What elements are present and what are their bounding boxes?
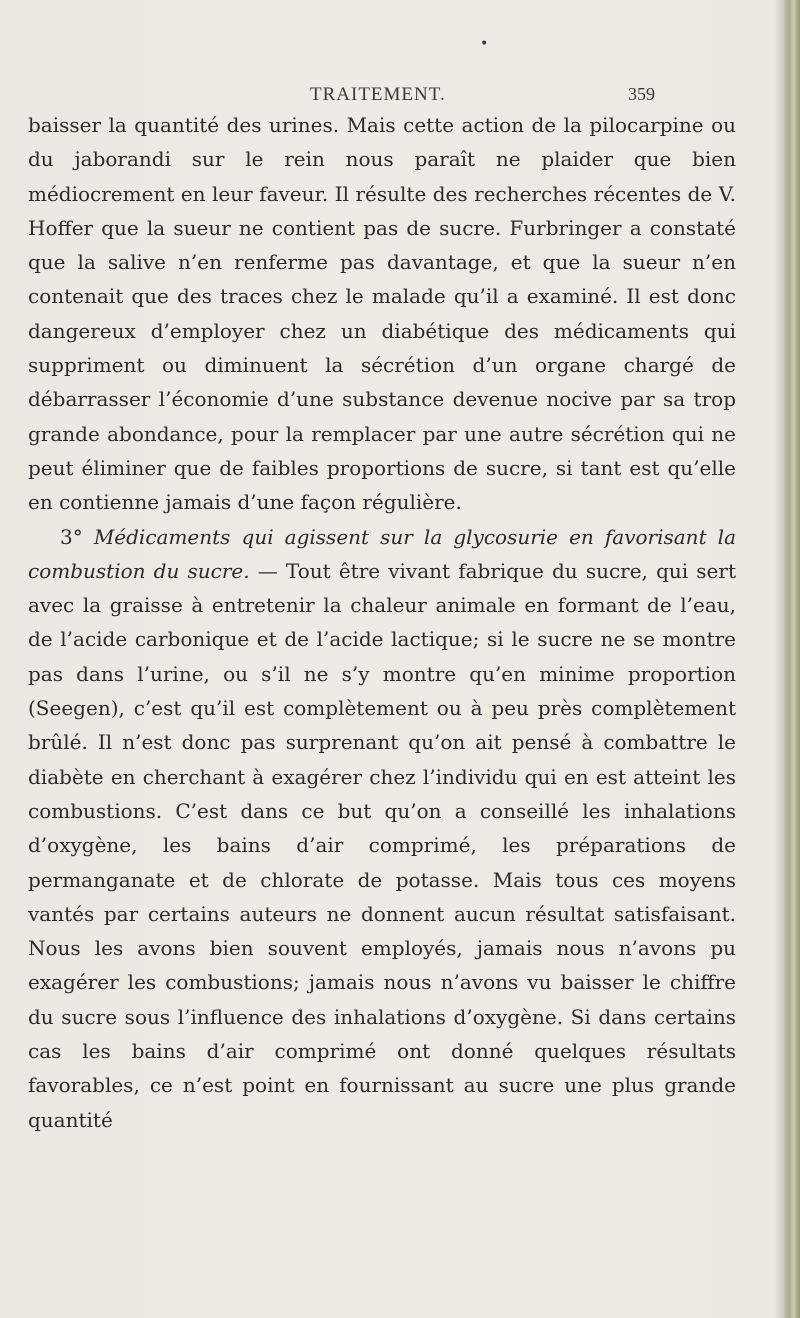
page-edge xyxy=(784,0,800,1318)
paragraph-2-heading: Médicaments qui agissent sur la glycosurie en favorisant la combustion du sucre. xyxy=(28,524,736,583)
running-title: TRAITEMENT. xyxy=(310,84,446,105)
paragraph-2-number: 3° xyxy=(60,524,83,549)
paragraph-1: baisser la quantité des urines. Mais cette action de la pilocarpine ou du jaborandi sur le rein nous paraît ne plaider que bien médiocrement en leur faveur. Il résulte des recherches récentes de V. Hoffer que la sueur ne contient pas de sucre. Furbringer a constaté que la salive n’en renferme pas davantage, et que la sueur n’en contenait que des traces chez le malade qu’il a examiné. Il est donc dangereux d’employer chez un diabétique des médicaments qui suppriment ou diminuent la sécrétion d’un organe chargé de débarrasser l’économie d’une substance devenue nocive par sa trop grande abondance, pour la remplacer par une autre sécrétion qui ne peut éliminer que de faibles proportions de sucre, si tant est qu’elle en contienne jamais d’une façon régulière. xyxy=(28,113,736,515)
top-mark: • xyxy=(480,36,489,52)
page-number: 359 xyxy=(628,84,655,104)
body-text xyxy=(28,108,736,1137)
paragraph-2 xyxy=(28,520,736,1137)
paragraph-2-text: — Tout être vivant fabrique du sucre, qui sert avec la graisse à entretenir la chaleur animale en formant de l’eau, de l’acide carbonique et de l’acide lactique; si le sucre ne se montre pas dans l’urine, ou s’il ne s’y montre qu’en minime proportion (Seegen), c’est qu’il est complètement ou à peu près complètement brûlé. Il n’est donc pas surprenant qu’on ait pensé à combattre le diabète en cherchant à exagérer chez l’individu qui en est atteint les combustions. C’est dans ce but qu’on a conseillé les inhalations d’oxygène, les bains d’air comprimé, les préparations de permanganate et de chlorate de potasse. Mais tous ces moyens vantés par certains auteurs ne donnent aucun résultat satisfaisant. Nous les avons bien souvent employés, jamais nous n’avons pu exagérer les combustions; jamais nous n’avons vu baisser le chiffre du sucre sous l’influence des inhalations d’oxygène. Si dans certains cas les bains d’air comprimé ont donné quelques résultats favorables, ce n’est point en fournissant au sucre une plus grande quantité xyxy=(28,558,736,1132)
page-edge-shadow xyxy=(774,0,784,1318)
